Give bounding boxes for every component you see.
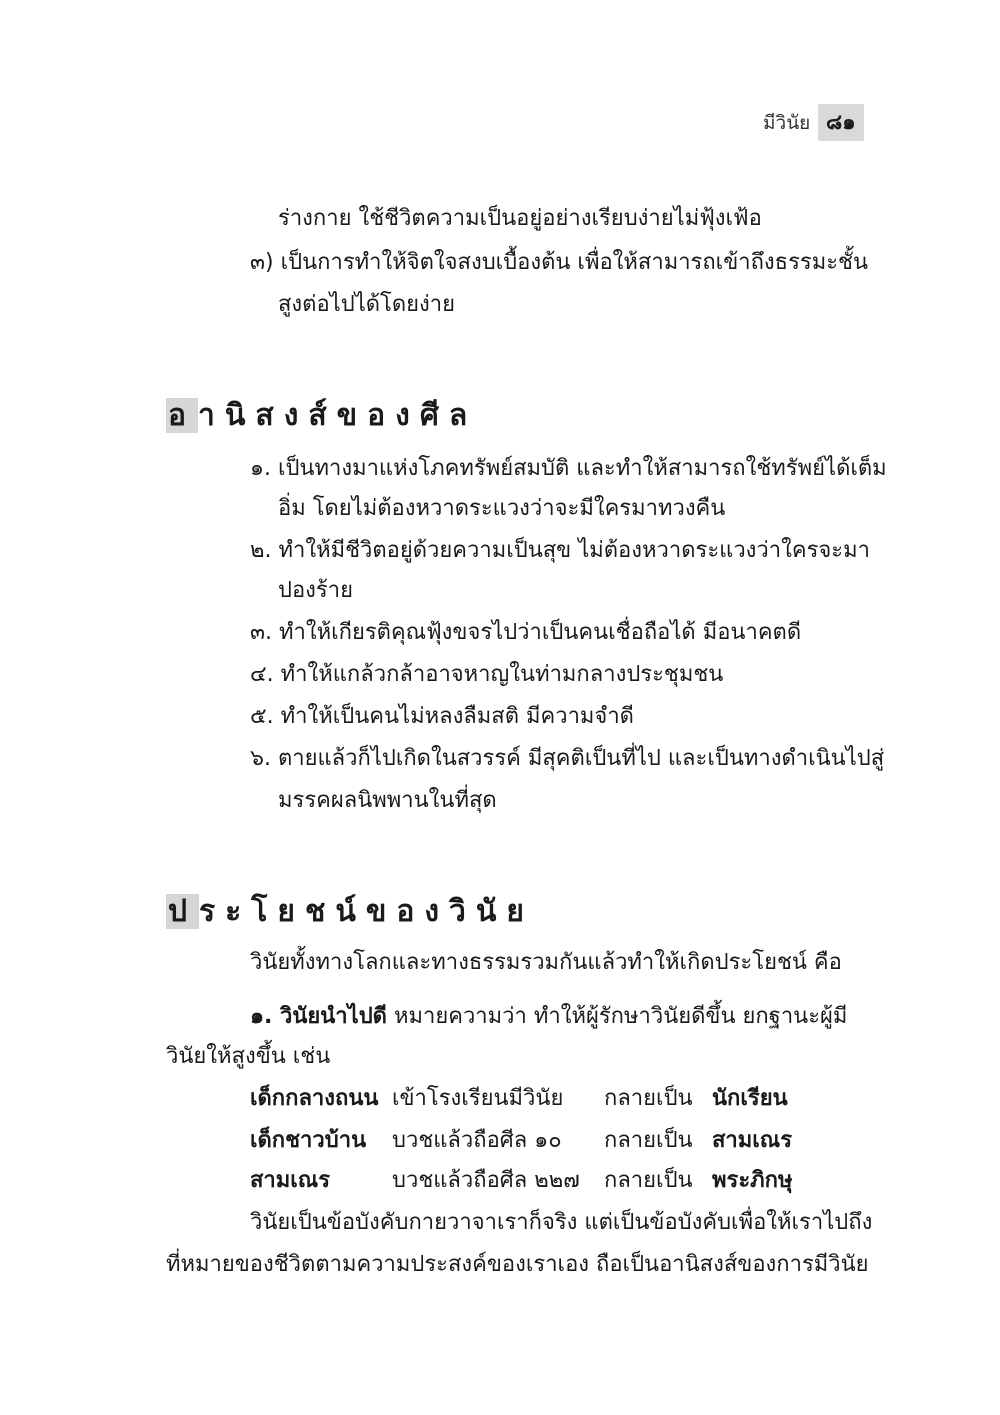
intro-line-2: ๓) เป็นการทำให้จิตใจสงบเบื้องต้น เพื่อให้สามารถเข้าถึงธรรมะชั้น — [250, 250, 869, 275]
list-item-continuation: มรรคผลนิพพานในที่สุด — [278, 788, 497, 813]
intro-line-1: ร่างกาย ใช้ชีวิตความเป็นอยู่อย่างเรียบง่ายไม่ฟุ้งเฟ้อ — [278, 206, 762, 231]
list-item-continuation: อิ่ม โดยไม่ต้องหวาดระแวงว่าจะมีใครมาทวงคืน — [278, 496, 726, 521]
point-1-continuation: วินัยให้สูงขึ้น เช่น — [166, 1044, 331, 1069]
example-from: เด็กชาวบ้าน — [250, 1128, 367, 1153]
list-item: ๓. ทำให้เกียรติคุณฟุ้งขจรไปว่าเป็นคนเชื่อถือได้ มีอนาคตดี — [250, 620, 802, 645]
heading-rest: ระโยชน์ของวินัย — [199, 894, 534, 929]
example-to: สามเณร — [712, 1128, 793, 1153]
section-heading-benefits-of-discipline — [166, 888, 534, 935]
example-row — [0, 1084, 1000, 1114]
point-1-title: ๑. วินัยนำไปดี — [250, 1004, 387, 1029]
heading-first-letter: อ — [168, 398, 197, 433]
page-number: ๘๑ — [818, 104, 864, 141]
running-header-title: มีวินัย — [763, 112, 811, 134]
example-from: สามเณร — [250, 1168, 331, 1193]
example-action: บวชแล้วถือศีล ๑๐ — [392, 1128, 562, 1153]
list-item: ๑. เป็นทางมาแห่งโภคทรัพย์สมบัติ และทำให้สามารถใช้ทรัพย์ได้เต็ม — [250, 456, 887, 481]
point-1-text: หมายความว่า ทำให้ผู้รักษาวินัยดีขึ้น ยกฐานะผู้มี — [386, 1004, 848, 1029]
section-intro-paragraph: วินัยทั้งทางโลกและทางธรรมรวมกันแล้วทำให้เกิดประโยชน์ คือ — [250, 950, 842, 975]
section-heading-benefits-of-precepts — [166, 392, 477, 439]
closing-paragraph-line-1: วินัยเป็นข้อบังคับกายวาจาเราก็จริง แต่เป็นข้อบังคับเพื่อให้เราไปถึง — [250, 1210, 873, 1235]
intro-line-3: สูงต่อไปได้โดยง่าย — [278, 292, 456, 317]
heading-first-letter: ป — [168, 894, 198, 929]
list-item: ๒. ทำให้มีชีวิตอยู่ด้วยความเป็นสุข ไม่ต้องหวาดระแวงว่าใครจะมา — [250, 538, 870, 563]
list-item: ๕. ทำให้เป็นคนไม่หลงลืมสติ มีความจำดี — [250, 704, 634, 729]
list-item: ๖. ตายแล้วก็ไปเกิดในสวรรค์ มีสุคติเป็นที่ไป และเป็นทางดำเนินไปสู่ — [250, 746, 885, 771]
example-become: กลายเป็น — [604, 1086, 693, 1111]
list-item: ๔. ทำให้แกล้วกล้าอาจหาญในท่ามกลางประชุมชน — [250, 662, 724, 687]
example-to: พระภิกษุ — [712, 1168, 793, 1193]
example-to: นักเรียน — [712, 1086, 788, 1111]
example-row — [0, 1166, 1000, 1196]
example-from: เด็กกลางถนน — [250, 1086, 379, 1111]
point-1-line — [250, 1002, 847, 1032]
heading-rest: านิสงส์ของศีล — [198, 398, 478, 433]
list-item-continuation: ปองร้าย — [278, 578, 353, 603]
example-become: กลายเป็น — [604, 1128, 693, 1153]
closing-paragraph-line-2: ที่หมายของชีวิตตามความประสงค์ของเราเอง ถือเป็นอานิสงส์ของการมีวินัย — [166, 1252, 869, 1277]
example-become: กลายเป็น — [604, 1168, 693, 1193]
example-action: บวชแล้วถือศีล ๒๒๗ — [392, 1168, 580, 1193]
example-row — [0, 1126, 1000, 1156]
example-action: เข้าโรงเรียนมีวินัย — [392, 1086, 564, 1111]
